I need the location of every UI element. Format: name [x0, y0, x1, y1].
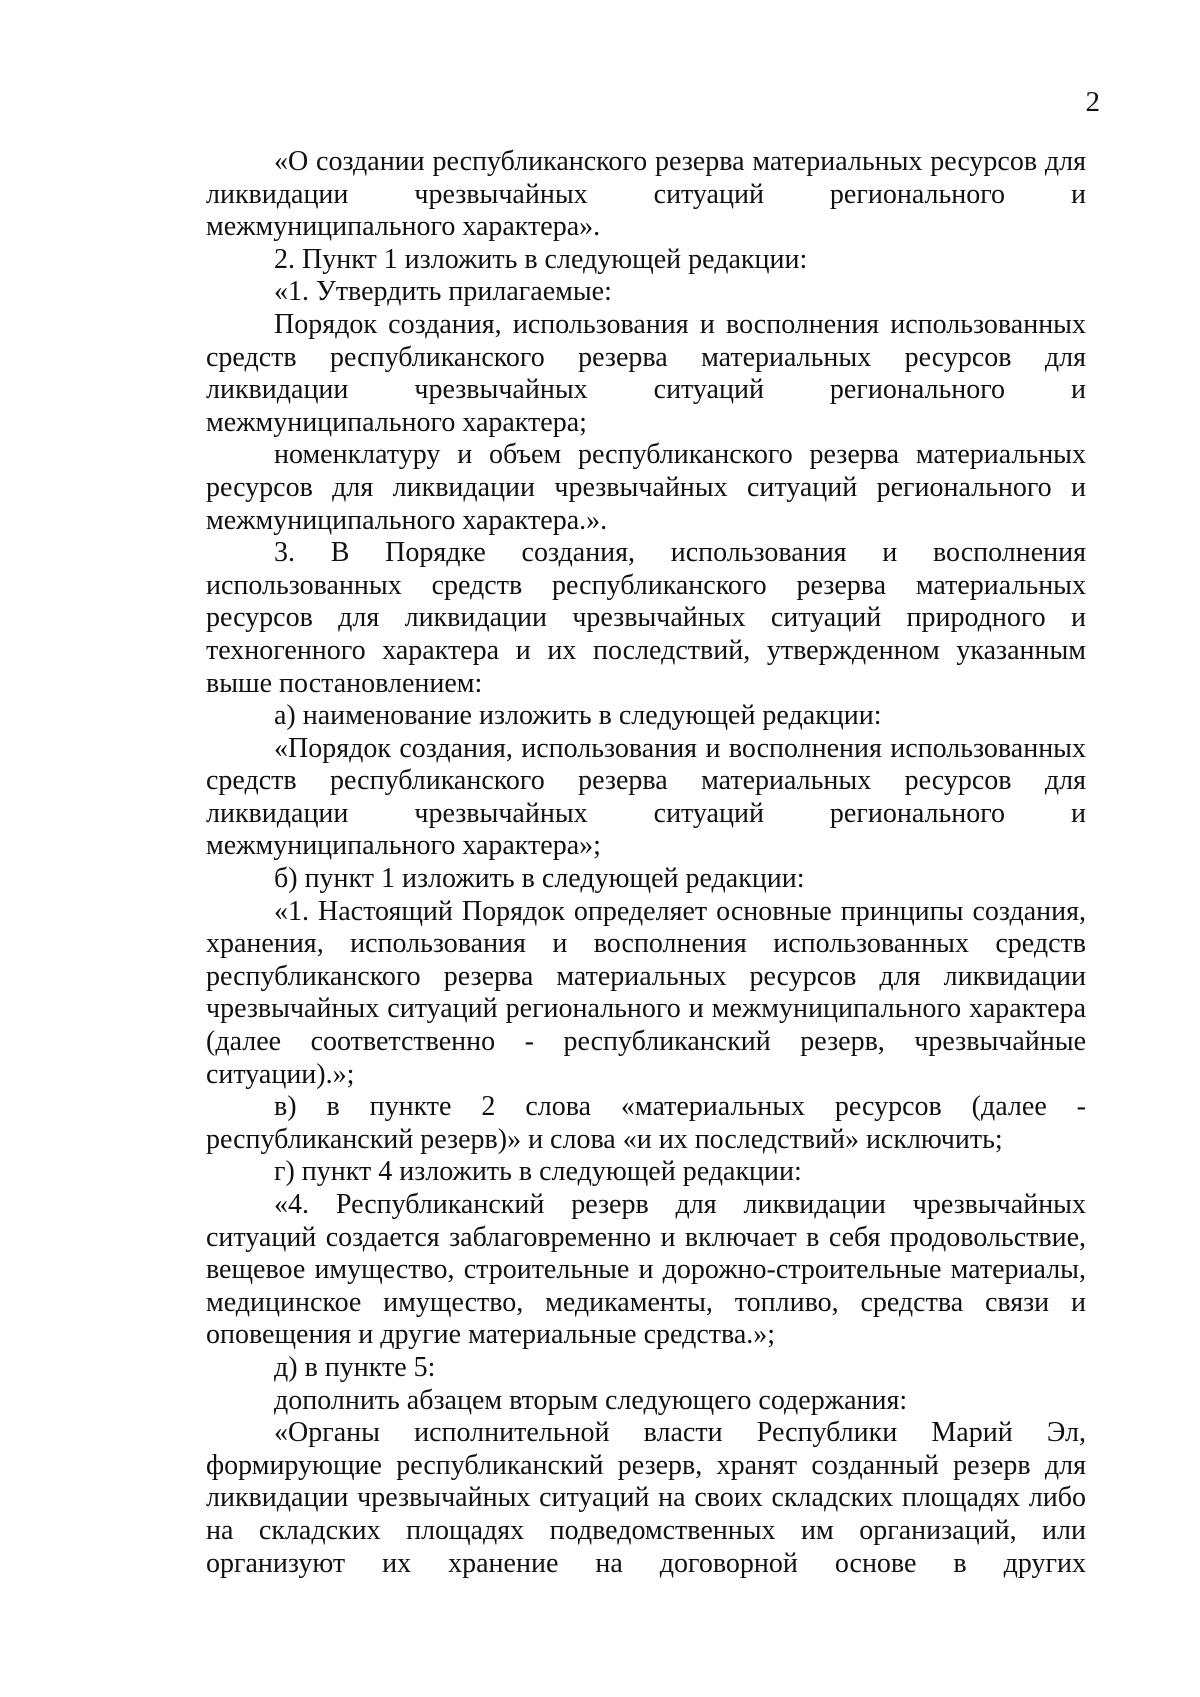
page-number: 2 — [1085, 86, 1100, 118]
paragraph-authorities: «Органы исполнительной власти Республики Марий Эл, формирующие республиканский резерв, хранят созданный резерв для ликвидации чрезвычайных ситуаций на своих складских площадях либо на складских площадях подведомственных им организаций, или организуют их хранение на договорной основе в других — [206, 1417, 1086, 1579]
paragraph-procedure: Порядок создания, использования и восполнения использованных средств республиканского резерва материальных ресурсов для ликвидации чрезвычайных ситуаций регионального и межмуниципального характера; — [206, 308, 1086, 438]
paragraph-item-2: 2. Пункт 1 изложить в следующей редакции: — [274, 243, 808, 275]
paragraph-new-title: «Порядок создания, использования и восполнения использованных средств республиканского резерва материальных ресурсов для ликвидации чрезвычайных ситуаций регионального и межмуниципального характера»; — [206, 732, 1086, 862]
paragraph-nomenclature: номенклатуру и объем республиканского резерва материальных ресурсов для ликвидации чрезвычайных ситуаций регионального и межмуниципального характера.». — [206, 439, 1086, 536]
paragraph-supplement: дополнить абзацем вторым следующего содержания: — [274, 1384, 908, 1416]
paragraph-subitem-g: г) пункт 4 изложить в следующей редакции: — [274, 1156, 802, 1188]
paragraph-item-3: 3. В Порядке создания, использования и восполнения использованных средств республиканского резерва материальных ресурсов для ликвидации чрезвычайных ситуаций природного и техногенного характера и их последствий, утвержденном указанным выше постановлением: — [206, 537, 1086, 699]
document-body — [206, 146, 1086, 1580]
paragraph-subitem-b: б) пункт 1 изложить в следующей редакции: — [274, 863, 805, 895]
paragraph-subitem-a: а) наименование изложить в следующей редакции: — [274, 700, 882, 732]
paragraph-subitem-v: в) в пункте 2 слова «материальных ресурсов (далее - республиканский резерв)» и слова «и их последствий» исключить; — [206, 1091, 1086, 1155]
paragraph-approve: «1. Утвердить прилагаемые: — [274, 276, 612, 308]
paragraph-point-1: «1. Настоящий Порядок определяет основные принципы создания, хранения, использования и восполнения использованных средств республиканского резерва материальных ресурсов для ликвидации чрезвычайных ситуаций регионального и межмуниципального характера (далее соответственно - республиканский резерв, чрезвычайные ситуации).»; — [206, 895, 1086, 1090]
paragraph-point-4: «4. Республиканский резерв для ликвидации чрезвычайных ситуаций создается заблаговременно и включает в себя продовольствие, вещевое имущество, строительные и дорожно-строительные материалы, медицинское имущество, медикаменты, топливо, средства связи и оповещения и другие материальные средства.»; — [206, 1189, 1086, 1351]
paragraph-resolution-title: «О создании республиканского резерва материальных ресурсов для ликвидации чрезвычайных ситуаций регионального и межмуниципального характера». — [206, 146, 1086, 243]
paragraph-subitem-d: д) в пункте 5: — [274, 1351, 436, 1383]
